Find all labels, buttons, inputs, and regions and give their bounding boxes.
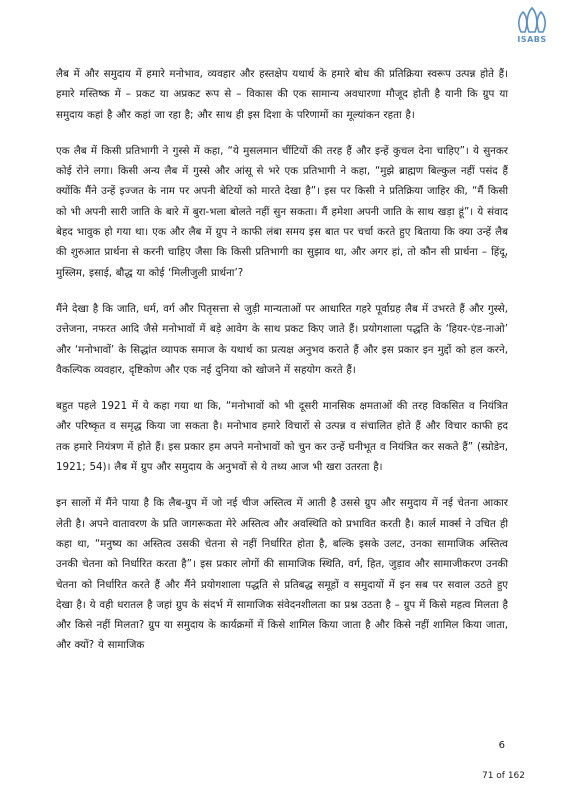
logo-text: ISABS: [517, 35, 547, 44]
paragraph-2: एक लैब में किसी प्रतिभागी ने गुस्से में कहा, “ये मुसलमान चींटियों की तरह हैं और इन्हें कुचल देना चाहिए”। ये सुनकर कोई रोने लगा। किसी अन्य लैब में गुस्से और आंसू से भरे एक प्रतिभागी ने कहा, “मुझे ब्राह्मण बिल्कुल नहीं पसंद हैं क्योंकि मैंने उन्हें इज्जत के नाम पर अपनी बेटियों को मारते देखा है”। इस पर किसी ने प्रतिक्रिया जाहिर की, “मैं किसी को भी अपनी सारी जाति के बारे में बुरा-भला बोलते नहीं सुन सकता। मैं हमेशा अपनी जाति के साथ खड़ा हूं”। ये संवाद बेहद भावुक हो गया था। एक और लैब में ग्रुप ने काफी लंबा समय इस बात पर चर्चा करते हुए बिताया कि क्या उन्हें लैब की शुरुआत प्रार्थना से करनी चाहिए जैसा कि किसी प्रतिभागी का सुझाव था, और अगर हां, तो कौन सी प्रार्थना – हिंदू, मुस्लिम, इसाई, बौद्ध या कोई ‘मिलीजुली प्रार्थना’?: [56, 144, 508, 279]
page-counter: 71 of 162: [481, 771, 525, 781]
isabs-logo: [513, 6, 551, 50]
paragraph-4: बहुत पहले 1921 में ये कहा गया था कि, “मनोभावों को भी दूसरी मानसिक क्षमताओं की तरह विकसित व नियंत्रित और परिष्कृत व समृद्ध किया जा सकता है। मनोभाव हमारे विचारों से उत्पन्न व संचालित होते हैं और विचार काफी हद तक हमारे नियंत्रण में होते हैं। इस प्रकार हम अपने मनोभावों को चुन कर उन्हें घनीभूत व नियंत्रित कर सकते हैं” (स्प्रोडेन, 1921; 54)। लैब में ग्रुप और समुदाय के अनुभवों से ये तथ्य आज भी खरा उतरता है।: [56, 400, 508, 474]
paragraph-5: इन सालों में मैंने पाया है कि लैब-ग्रुप में जो नई चीज अस्तित्व में आती है उससे ग्रुप और समुदाय में नई चेतना आकार लेती है। अपने वातावरण के प्रति जागरूकता मेरे अस्तित्व और अवस्थिति को प्रभावित करती है। कार्ल मार्क्स ने उचित ही कहा था, “मनुष्य का अस्तित्व उसकी चेतना से नहीं निर्धारित होता है, बल्कि इसके उलट, उनका सामाजिक अस्तित्व उनकी चेतना को निर्धारित करता है”। इस प्रकार लोगों की सामाजिक स्थिति, वर्ग, हित, जुड़ाव और सामाजीकरण उनकी चेतना को निर्धारित करते हैं और मैंने प्रयोगशाला पद्धति से प्रतिबद्ध समूहों व समुदायों में इन सब पर सवाल उठते हुए देखा है। ये वही धरातल है जहां ग्रुप के संदर्भ में सामाजिक संवेदनशीलता का प्रश्न उठता है – ग्रुप में किसे महत्व मिलता है और किसे नहीं मिलता? ग्रुप या समुदाय के कार्यक्रमों में किसे शामिल किया जाता है और किसे नहीं शामिल किया जाता, और क्यों? ये सामाजिक: [56, 497, 508, 652]
paragraph-1: लैब में और समुदाय में हमारे मनोभाव, व्यवहार और हस्तक्षेप यथार्थ के हमारे बोध की प्रतिक्रिया स्वरूप उत्पन्न होते हैं। हमारे मस्तिष्क में – प्रकट या अप्रकट रूप से – विकास की एक सामान्य अवधारणा मौजूद होती है यानी कि ग्रुप या समुदाय कहां है और कहां जा रहा है; और साथ ही इस दिशा के परिणामों का मूल्यांकन रहता है।: [56, 68, 508, 121]
paragraph-3: मैंने देखा है कि जाति, धर्म, वर्ग और पितृसत्ता से जुड़ी मान्यताओं पर आधारित गहरे पूर्वाग्रह लैब में उभरते हैं और गुस्से, उत्तेजना, नफरत आदि जैसे मनोभावों में बड़े आवेग के साथ प्रकट किए जाते हैं। प्रयोगशाला पद्धति के ‘हियर-एंड-नाओ’ और ‘मनोभावों’ के सिद्धांत व्यापक समाज के यथार्थ का प्रत्यक्ष अनुभव कराते हैं और इस प्रकार इन मुद्दों को हल करने, वैकल्पिक व्यवहार, दृष्टिकोण और एक नई दुनिया को खोजने में सहयोग करते हैं।: [56, 302, 508, 376]
page-number: 6: [498, 740, 505, 751]
body-text: [56, 64, 508, 672]
three-leaf-emblem-icon: [515, 6, 549, 34]
